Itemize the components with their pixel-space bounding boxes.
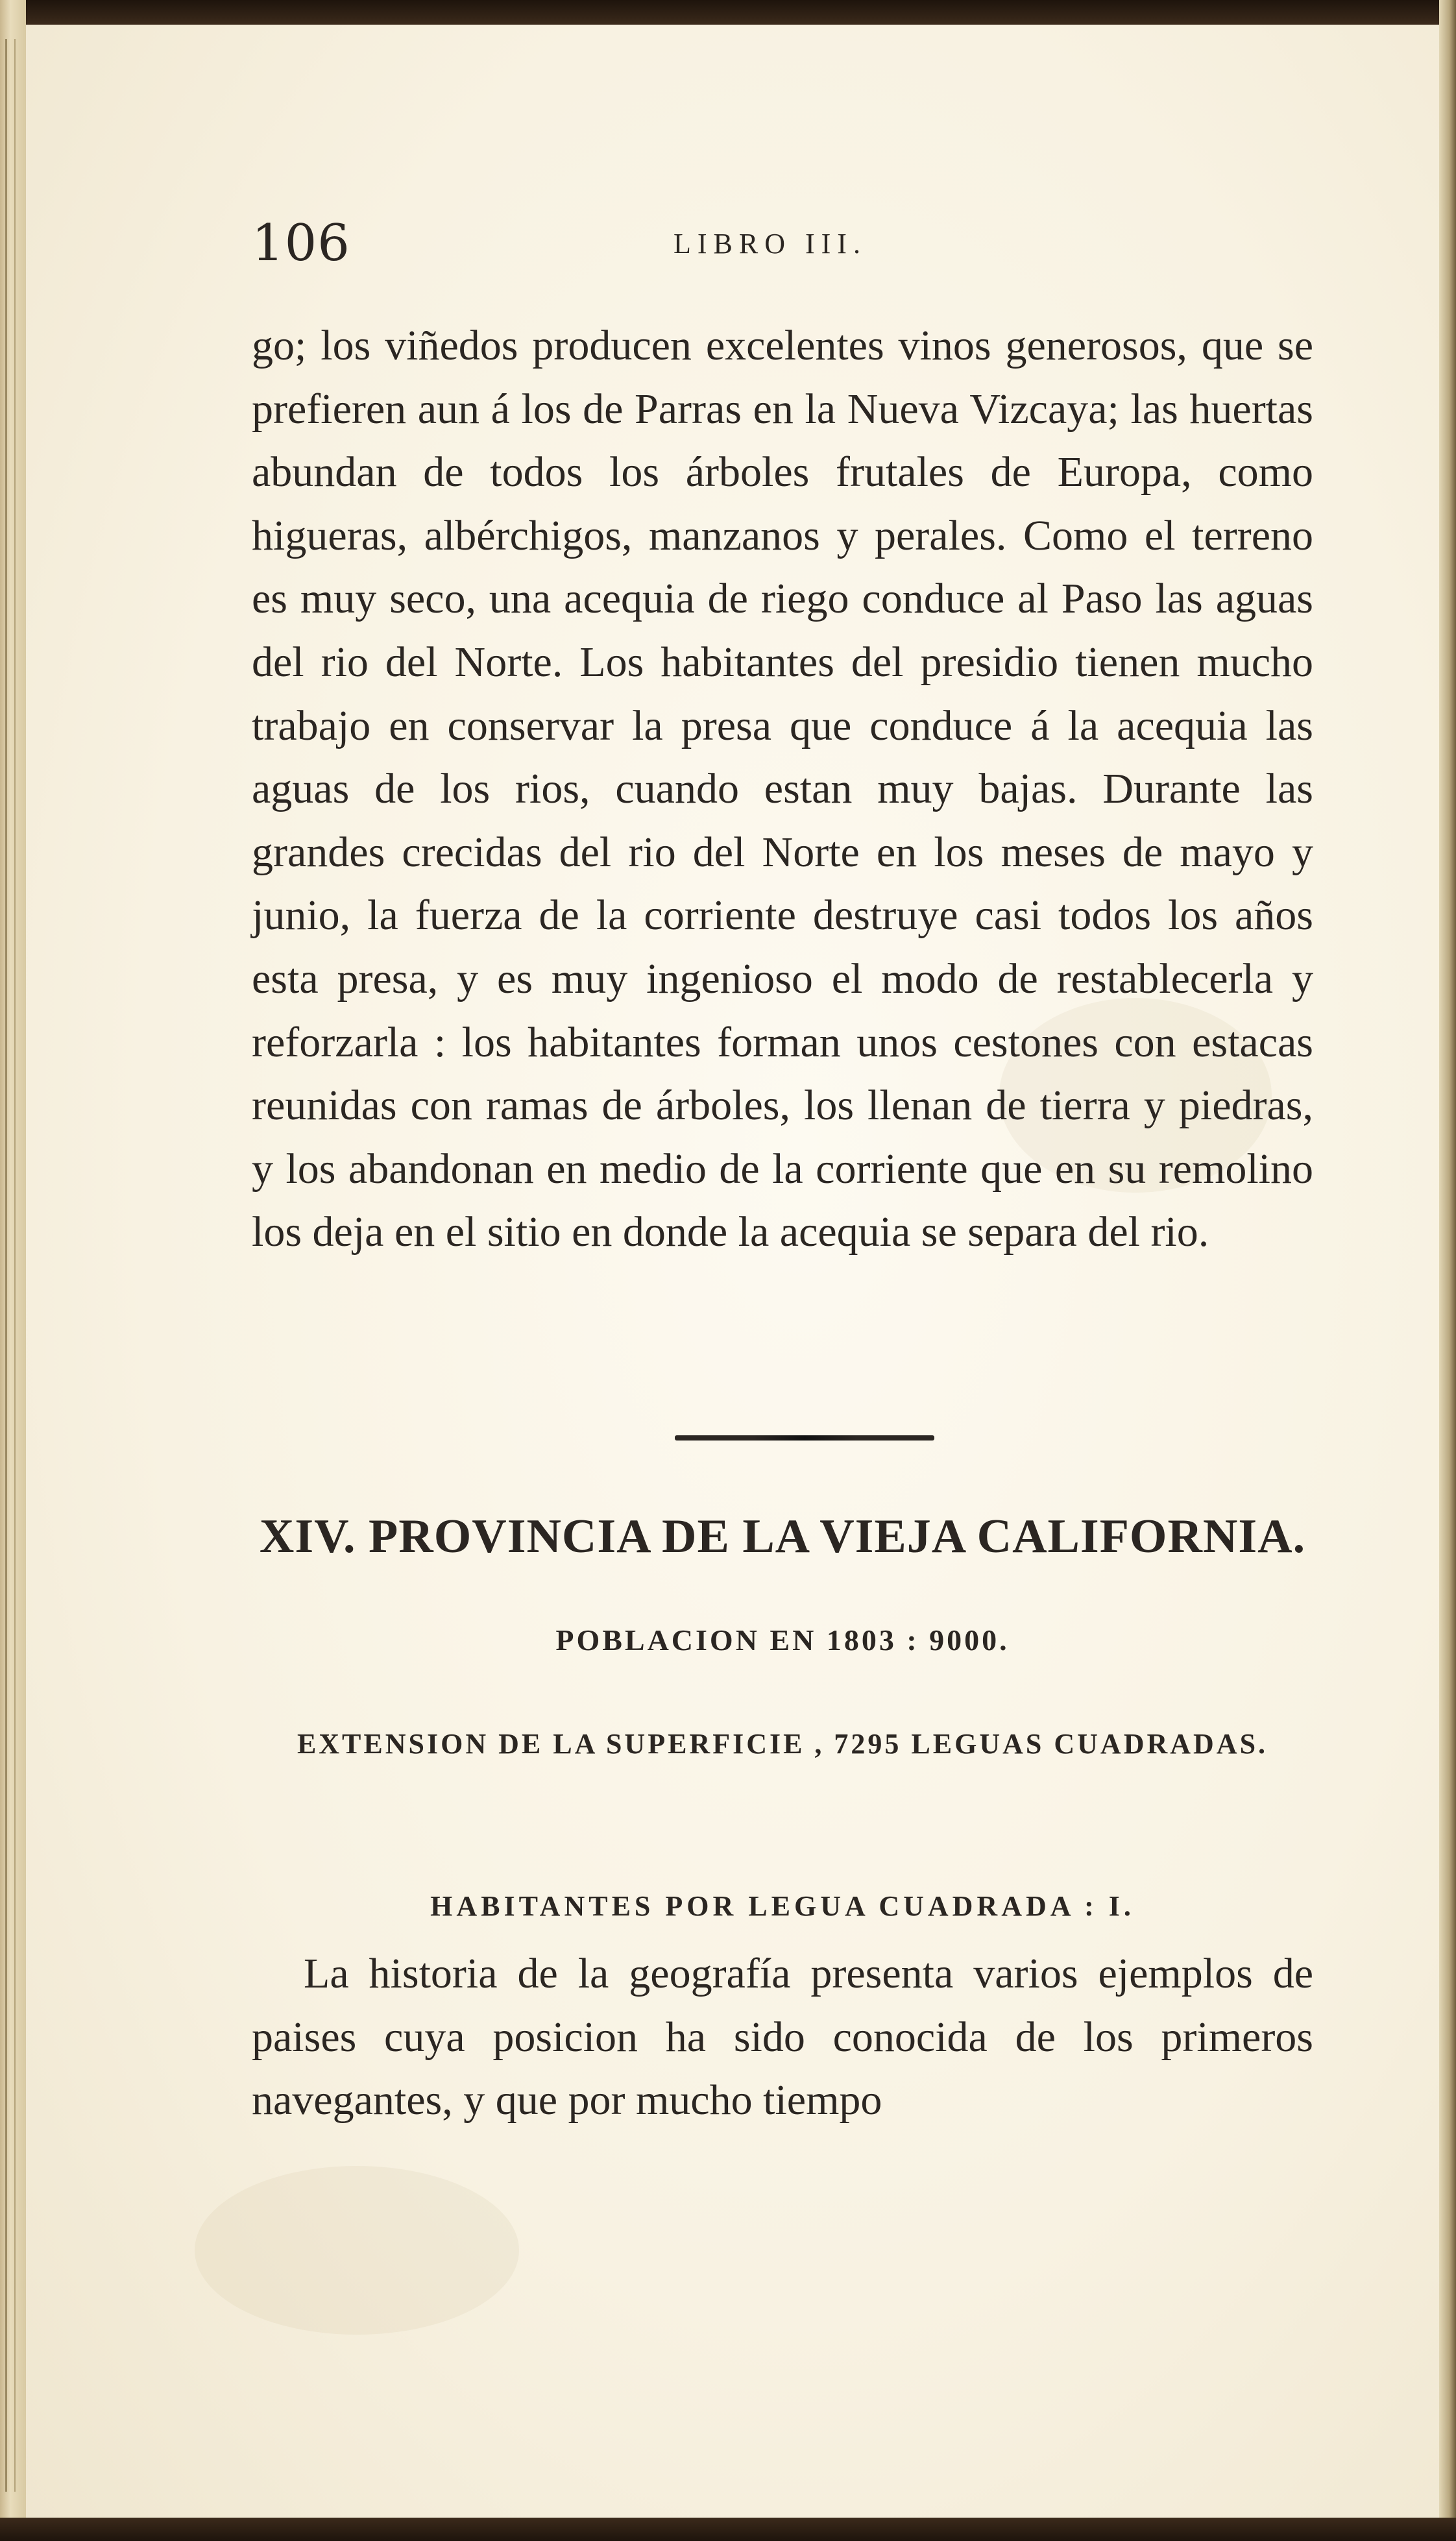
- running-head: LIBRO III.: [673, 228, 867, 260]
- section-divider-rule: [675, 1435, 934, 1441]
- book-edge-bottom: [0, 2518, 1456, 2541]
- body-paragraph-continued: go; los viñedos producen excelentes vinos generosos, que se prefieren aun á los de Parras en la Nueva Vizcaya; las huertas abundan de todos los árboles frutales de Europa, como higueras, albérchigos, manzanos y perales. Como el terreno es muy seco, una acequia de riego conduce al Paso las aguas del rio del Norte. Los habitantes del presidio tienen mucho trabajo en conservar la presa que conduce á la acequia las aguas de los rios, cuando estan muy bajas. Durante las grandes crecidas del rio del Norte en los meses de mayo y junio, la fuerza de la corriente destruye casi todos los años esta presa, y es muy ingenioso el modo de restablecerla y reforzarla : los habitantes forman unos cestones con estacas reunidas con ramas de árboles, los llenan de tierra y piedras, y los abandonan en medio de la corriente que en su remolino los deja en el sitio en donde la acequia se separa del rio.: [252, 322, 1313, 1256]
- population-line: POBLACION EN 1803 : 9000.: [555, 1623, 1010, 1657]
- book-edge-left: [0, 0, 26, 2541]
- body-paragraph-section-start: La historia de la geografía presenta varios ejemplos de paises cuya posicion ha sido conocida de los primeros navegantes, y que por mucho tiempo: [252, 1950, 1313, 2124]
- surface-extension-line: EXTENSION DE LA SUPERFICIE , 7295 LEGUAS CUADRADAS.: [297, 1728, 1268, 1760]
- page-number: 106: [252, 214, 350, 273]
- paper-stain: [195, 2166, 519, 2335]
- section-title: XIV. PROVINCIA DE LA VIEJA CALIFORNIA.: [259, 1510, 1306, 1563]
- density-line: HABITANTES POR LEGUA CUADRADA : I.: [430, 1890, 1135, 1922]
- book-edge-right: [1439, 0, 1456, 2541]
- book-edge-top: [0, 0, 1456, 25]
- page-header: [252, 214, 1313, 292]
